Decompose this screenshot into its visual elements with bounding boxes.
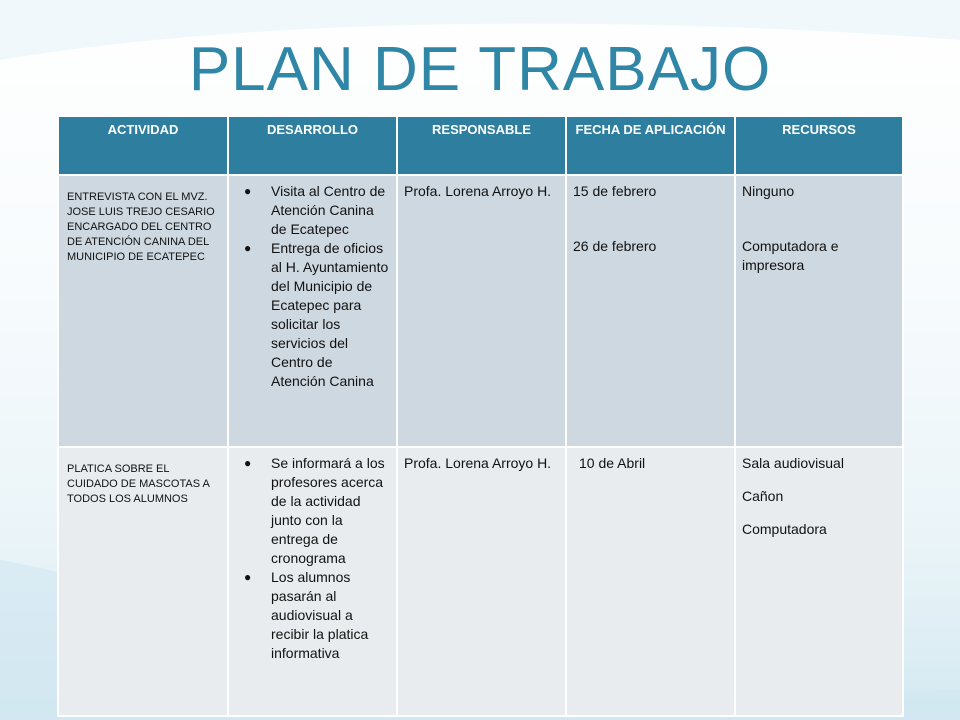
date-value: 26 de febrero xyxy=(573,238,657,254)
development-cell xyxy=(228,175,397,447)
header-recursos: RECURSOS xyxy=(735,116,903,175)
work-plan-table xyxy=(57,115,904,717)
table-row xyxy=(58,175,903,447)
resources-cell xyxy=(735,175,903,447)
bullet-icon: ● xyxy=(244,184,252,198)
list-item: ● Los alumnos pasarán al audiovisual a recibir la platica informativa xyxy=(244,569,369,661)
resource-value: Cañon xyxy=(742,488,784,504)
header-desarrollo: DESARROLLO xyxy=(228,116,397,175)
date-cell xyxy=(566,175,735,447)
header-fecha: FECHA DE APLICACIÓN xyxy=(566,116,735,175)
header-actividad: ACTIVIDAD xyxy=(58,116,228,175)
date-cell xyxy=(566,447,735,716)
activity-cell: ENTREVISTA CON EL MVZ. JOSE LUIS TREJO CESARIO ENCARGADO DEL CENTRO DE ATENCIÓN CANINA DEL MUNICIPIO DE ECATEPEC xyxy=(58,175,228,447)
resources-cell xyxy=(735,447,903,716)
resource-value: Computadora xyxy=(742,521,827,537)
header-responsable: RESPONSABLE xyxy=(397,116,566,175)
bullet-icon: ● xyxy=(244,570,252,584)
page-title: PLAN DE TRABAJO xyxy=(188,35,772,104)
bullet-icon: ● xyxy=(244,456,252,470)
resource-value: Computadora e impresora xyxy=(742,238,839,273)
responsible-cell: Profa. Lorena Arroyo H. xyxy=(397,175,566,447)
table-row xyxy=(58,447,903,716)
responsible-cell: Profa. Lorena Arroyo H. xyxy=(397,447,566,716)
list-item: ● Se informará a los profesores acerca de la actividad junto con la entrega de cronograma xyxy=(244,455,385,566)
header-row xyxy=(58,116,903,175)
activity-cell: PLATICA SOBRE EL CUIDADO DE MASCOTAS A TODOS LOS ALUMNOS xyxy=(58,447,228,716)
date-value: 10 de Abril xyxy=(579,455,646,471)
development-cell xyxy=(228,447,397,716)
list-item: ● Visita al Centro de Atención Canina de Ecatepec xyxy=(244,183,386,237)
resource-value: Ninguno xyxy=(742,183,795,199)
list-item: ● Entrega de oficios al H. Ayuntamiento del Municipio de Ecatepec para solicitar los servicios del Centro de Atención Canina xyxy=(244,240,389,389)
date-value: 15 de febrero xyxy=(573,183,657,199)
resource-value: Sala audiovisual xyxy=(742,455,844,471)
bullet-icon: ● xyxy=(244,241,252,255)
